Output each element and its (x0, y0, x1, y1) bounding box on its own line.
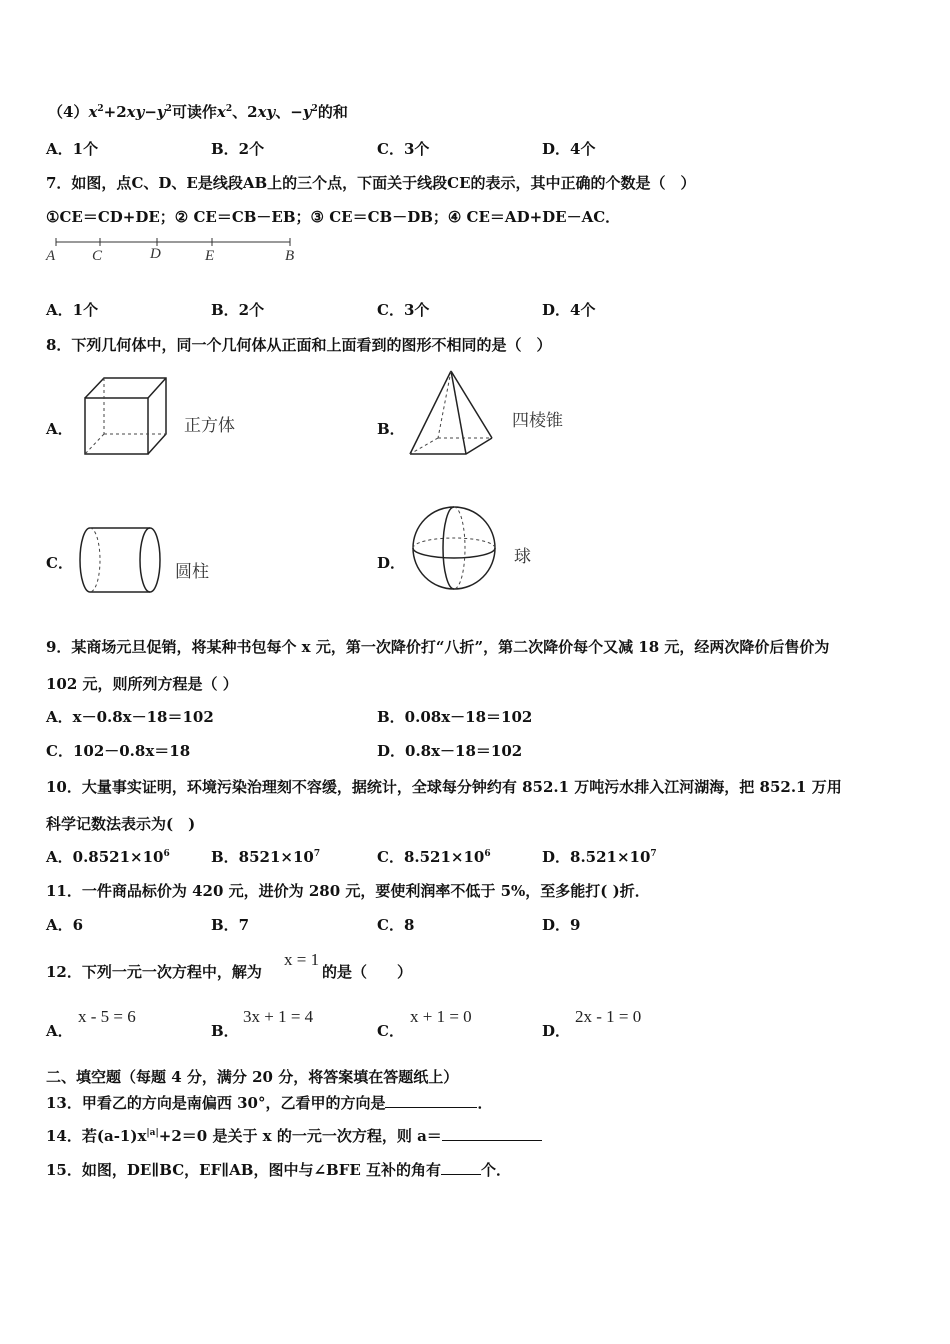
q6-option-a[interactable]: A．1个 (46, 140, 99, 158)
q6-item4: $(4)x^2+2xy-y^2$可读作$x^2$、2xy、$-y^2$的和 (48, 103, 348, 121)
section2-heading: 二、填空题（每题 4 分，满分 20 分，将答案填在答题纸上） (46, 1068, 459, 1086)
q7-option-c[interactable]: C．3个 (377, 301, 430, 319)
q7-option-b[interactable]: B．2个 (211, 301, 265, 319)
q12-option-d-equation: 2x - 1 = 0 (575, 1007, 642, 1026)
q10-option-c[interactable]: C．$8.521\times 10^6$ (377, 848, 491, 866)
q7-statements: ①CE＝CD+DE；② CE＝CB－EB；③ CE＝CB－DB；④ CE＝AD+DE－AC． (46, 208, 621, 226)
q9-stem-line2: 102 元，则所列方程是（ ） (46, 675, 238, 693)
q12-stem-a: 12．下列一元一次方程中，解为 (46, 963, 262, 981)
q12-option-d[interactable]: D． (542, 1022, 571, 1040)
q11-option-c[interactable]: C．8 (377, 916, 415, 934)
cylinder-icon (78, 523, 168, 597)
q8-option-b[interactable]: B． (377, 420, 405, 438)
q10-option-b[interactable]: B．$8521\times 10^7$ (211, 848, 321, 866)
label-d: D (150, 246, 161, 262)
cube-label: 正方体 (184, 416, 235, 436)
label-c: C (92, 248, 103, 264)
q14-text: 14．若$(a-1)x^{|a|}+2=0$ 是关于 x 的一元一次方程，则 a＝ (46, 1126, 542, 1146)
q11-option-b[interactable]: B．7 (211, 916, 250, 934)
q10-stem-line2: 科学记数法表示为( ) (46, 815, 196, 833)
q12-option-b-equation: 3x + 1 = 4 (243, 1007, 314, 1026)
q7-option-a[interactable]: A．1个 (46, 301, 99, 319)
q11-option-d[interactable]: D．9 (542, 916, 581, 934)
pyramid-label: 四棱锥 (512, 411, 563, 431)
q9-option-d[interactable]: D．0.8x－18＝102 (377, 742, 523, 760)
cube-icon (80, 374, 172, 458)
q11-option-a[interactable]: A．6 (46, 916, 84, 934)
q15-text: 15．如图，DE∥BC，EF∥AB，图中与∠BFE 互补的角有 个． (46, 1161, 512, 1179)
label-e: E (205, 248, 215, 264)
q6-option-c[interactable]: C．3个 (377, 140, 430, 158)
q7-stem: 7．如图，点C、D、E是线段AB上的三个点，下面关于线段CE的表示，其中正确的个数是（ ） (46, 174, 696, 192)
q12-option-a-equation: x - 5 = 6 (78, 1007, 136, 1026)
q12-option-b[interactable]: B． (211, 1022, 239, 1040)
q8-option-d[interactable]: D． (377, 554, 406, 572)
q15-answer-blank[interactable] (441, 1160, 481, 1175)
label-b: B (285, 248, 295, 264)
q6-option-b[interactable]: B．2个 (211, 140, 265, 158)
sphere-label: 球 (514, 547, 531, 567)
segment-figure (44, 234, 304, 266)
q9-option-a[interactable]: A．x－0.8x－18＝102 (46, 708, 214, 726)
q10-stem-line1: 10．大量事实证明，环境污染治理刻不容缓，据统计，全球每分钟约有 852.1 万吨污水排入江河湖海，把 852.1 万用 (46, 778, 842, 796)
q9-stem-line1: 9．某商场元旦促销，将某种书包每个 x 元，第一次降价打“八折”，第二次降价每个又减 18 元，经两次降价后售价为 (46, 638, 830, 656)
sphere-icon (410, 504, 498, 592)
q12-option-c[interactable]: C． (377, 1022, 404, 1040)
q7-option-d[interactable]: D．4个 (542, 301, 596, 319)
q6-option-d[interactable]: D．4个 (542, 140, 596, 158)
q10-option-d[interactable]: D．$8.521\times 10^7$ (542, 848, 657, 866)
pyramid-icon (406, 368, 498, 460)
q12-stem-b: 的是（ ） (322, 963, 413, 981)
q12-option-c-equation: x + 1 = 0 (410, 1007, 472, 1026)
q8-stem: 8．下列几何体中，同一个几何体从正面和上面看到的图形不相同的是（ ） (46, 336, 552, 354)
q11-stem: 11．一件商品标价为 420 元，进价为 280 元，要使利润率不低于 5%，至多能打( )折． (46, 882, 650, 900)
q12-solution: x = 1 (284, 950, 320, 969)
q14-answer-blank[interactable] (442, 1126, 542, 1141)
q9-option-b[interactable]: B．0.08x－18＝102 (377, 708, 533, 726)
q13-text: 13．甲看乙的方向是南偏西 30°，乙看甲的方向是 ． (46, 1094, 493, 1112)
q12-option-a[interactable]: A． (46, 1022, 73, 1040)
cylinder-label: 圆柱 (175, 562, 209, 582)
label-a: A (46, 248, 56, 264)
q13-answer-blank[interactable] (385, 1093, 477, 1108)
q8-option-a[interactable]: A． (46, 420, 73, 438)
q8-option-c[interactable]: C． (46, 554, 73, 572)
q9-option-c[interactable]: C．102－0.8x＝18 (46, 742, 191, 760)
q10-option-a[interactable]: A．$0.8521\times 10^6$ (46, 848, 170, 866)
